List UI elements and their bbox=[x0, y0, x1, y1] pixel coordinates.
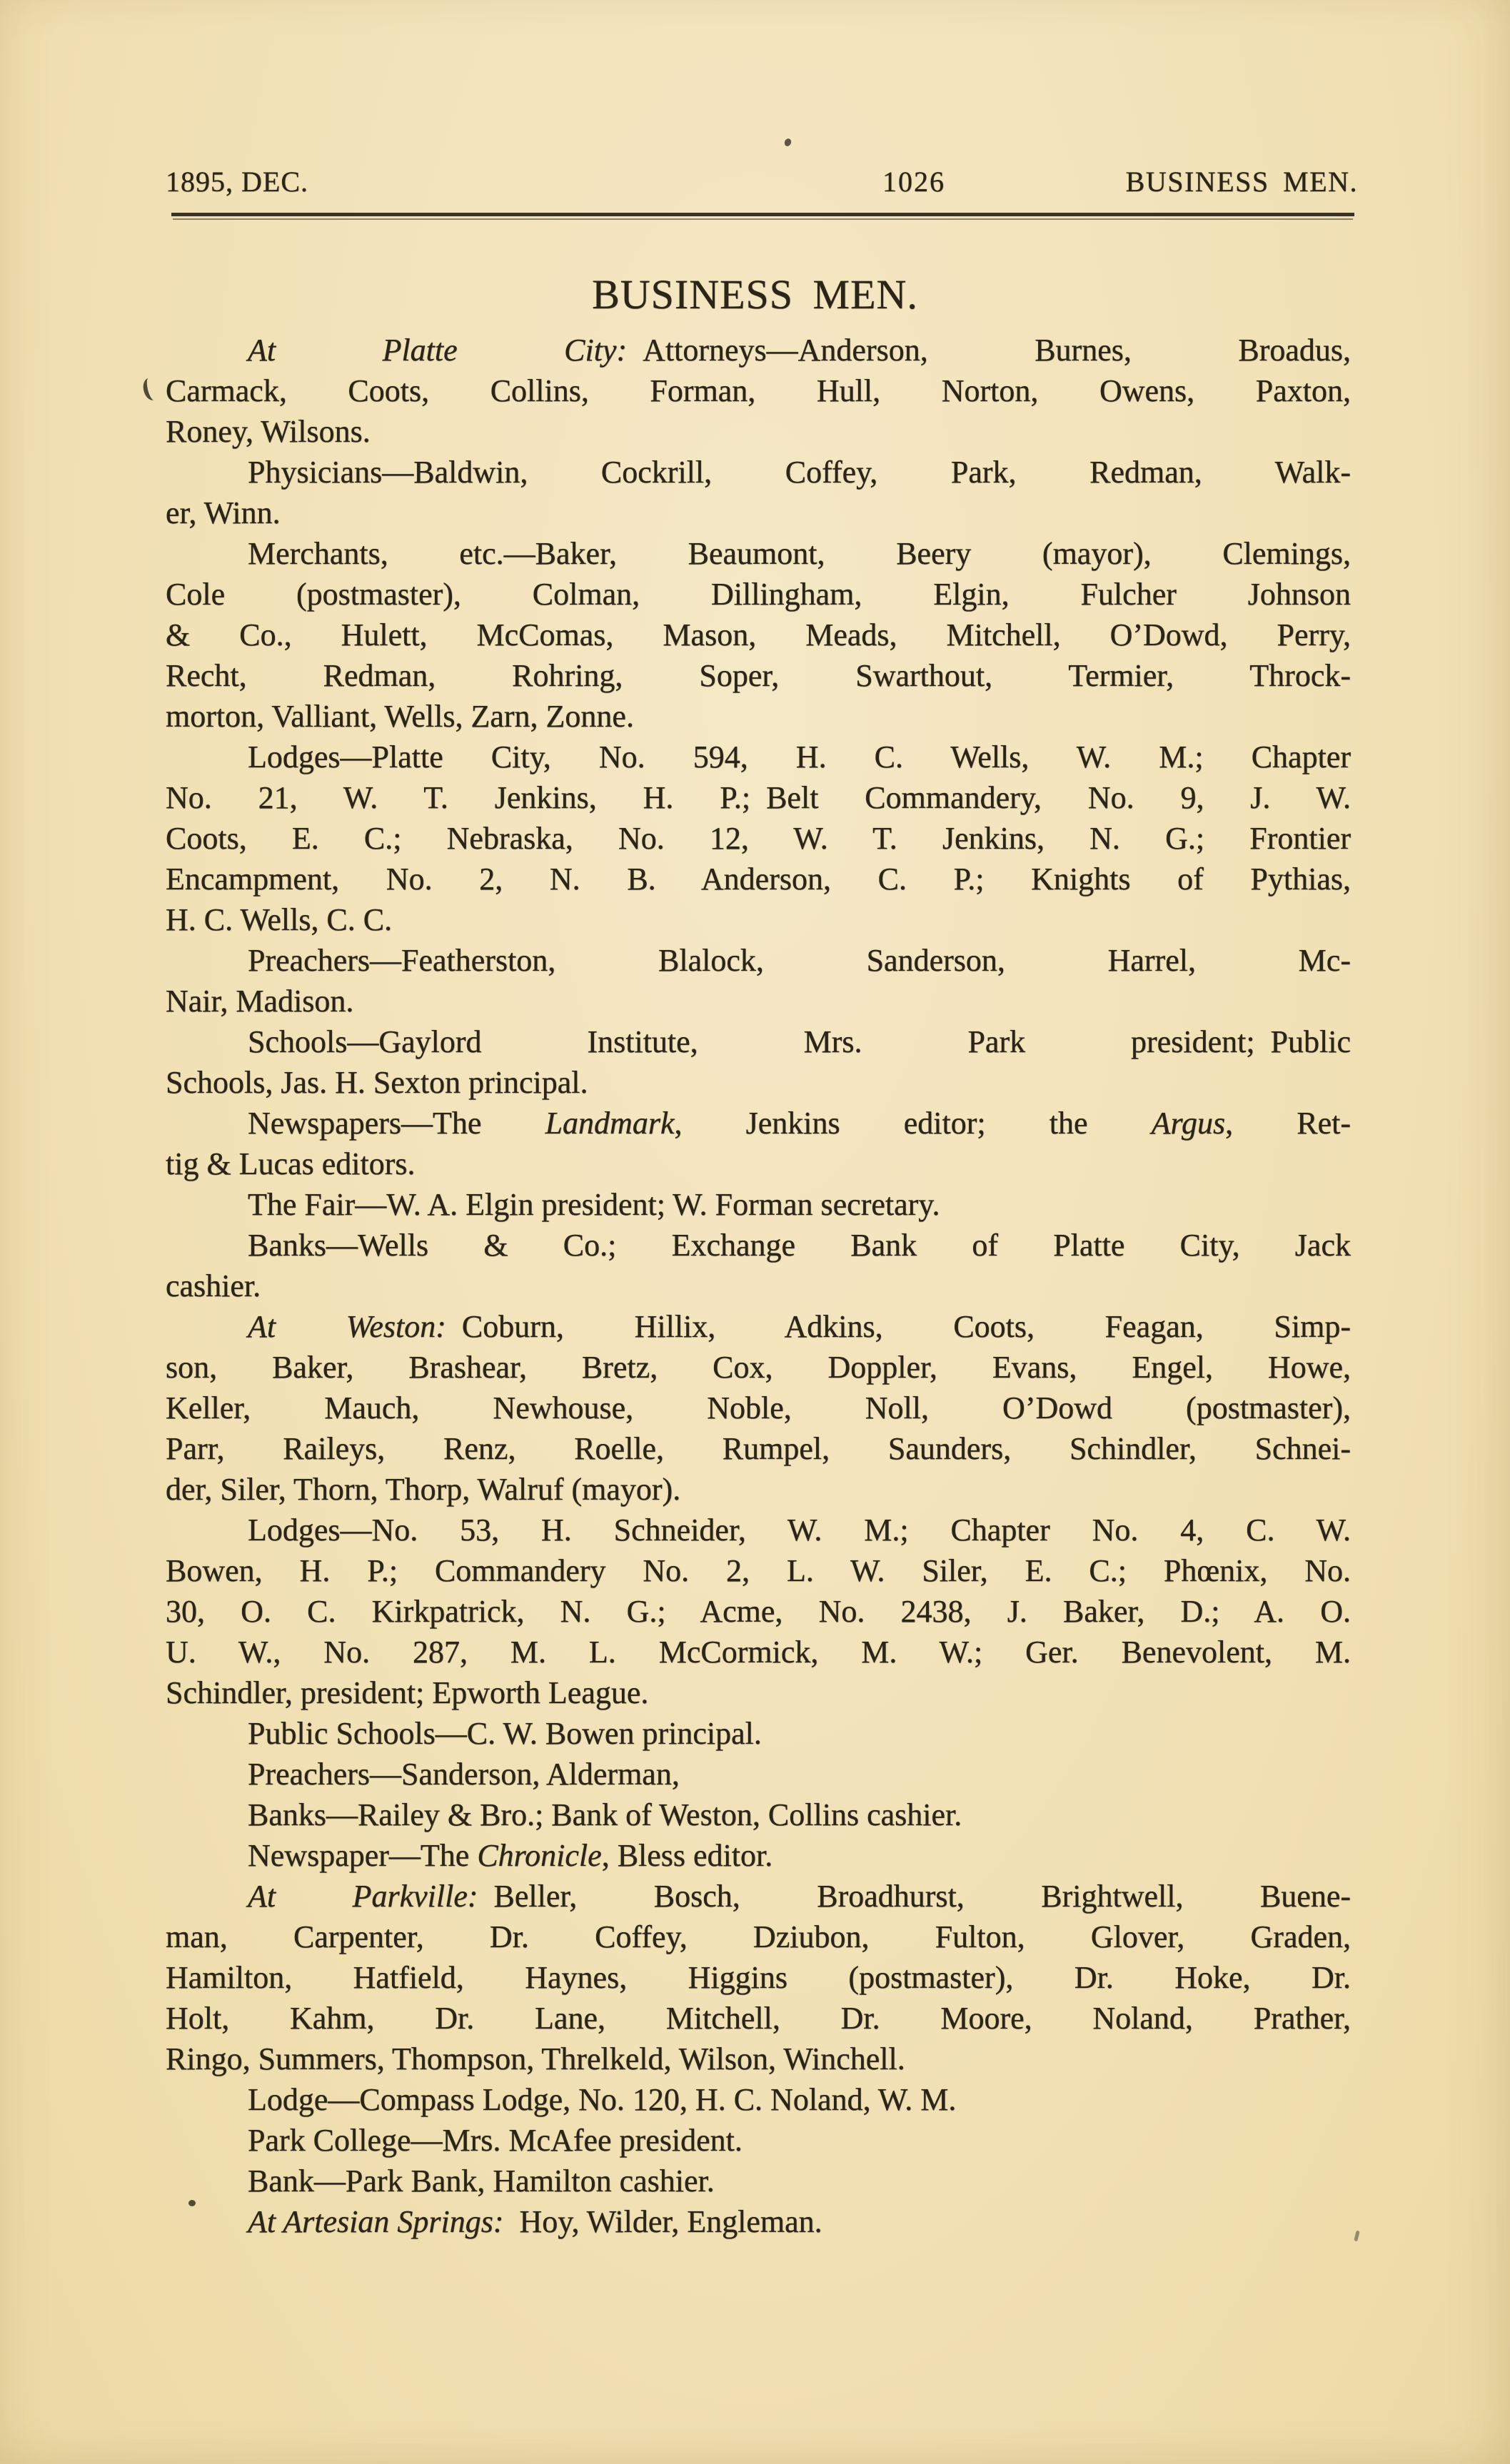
header-date: 1895, DEC. bbox=[166, 166, 308, 198]
text-segment: Bank—Park Bank, Hamilton cashier. bbox=[248, 2163, 715, 2198]
text-line bbox=[166, 1794, 1351, 1835]
italic-text: Landmark bbox=[545, 1106, 675, 1141]
paragraph bbox=[166, 2201, 1351, 2242]
text-segment: Physicians—Baldwin, Cockrill, Coffey, Park, Redman, Walk- bbox=[248, 455, 1351, 490]
text-line bbox=[166, 859, 1351, 899]
ink-speck bbox=[141, 376, 161, 402]
text-segment: U. W., No. 287, M. L. McCormick, M. W.; Ger. Benevolent, M. bbox=[166, 1635, 1351, 1670]
text-segment: Schindler, president; Epworth League. bbox=[166, 1675, 649, 1710]
ink-speck bbox=[188, 2200, 196, 2206]
text-segment: Holt, Kahm, Dr. Lane, Mitchell, Dr. Moore, Noland, Prather, bbox=[166, 2001, 1351, 2036]
text-segment: Lodge—Compass Lodge, No. 120, H. C. Noland, W. M. bbox=[248, 2082, 957, 2117]
paragraph bbox=[166, 2079, 1351, 2120]
text-line bbox=[166, 1835, 1351, 1876]
text-line bbox=[166, 1632, 1351, 1672]
paragraph bbox=[166, 1103, 1351, 1184]
ink-speck bbox=[1354, 2231, 1359, 2242]
text-line bbox=[166, 615, 1351, 655]
text-line bbox=[166, 737, 1351, 777]
text-segment: Schools—Gaylord Institute, Mrs. Park president; Public bbox=[248, 1024, 1351, 1059]
text-line bbox=[166, 1672, 1351, 1713]
text-segment: Ringo, Summers, Thompson, Threlkeld, Wilson, Winchell. bbox=[166, 2041, 905, 2076]
text-line bbox=[166, 940, 1351, 981]
text-line bbox=[166, 493, 1351, 533]
text-line bbox=[166, 981, 1351, 1021]
paragraph bbox=[166, 940, 1351, 1021]
text-segment: cashier. bbox=[166, 1268, 261, 1303]
text-segment: Parr, Raileys, Renz, Roelle, Rumpel, Saunders, Schindler, Schnei- bbox=[166, 1431, 1351, 1466]
text-line bbox=[166, 2201, 1351, 2242]
text-segment: 30, O. C. Kirkpatrick, N. G.; Acme, No. 2438, J. Baker, D.; A. O. bbox=[166, 1594, 1351, 1629]
text-line bbox=[166, 2079, 1351, 2120]
page-body bbox=[166, 330, 1351, 2242]
text-segment: Attorneys—Anderson, Burnes, Broadus, bbox=[627, 333, 1351, 368]
paragraph bbox=[166, 1306, 1351, 1510]
text-line bbox=[166, 899, 1351, 940]
paragraph bbox=[166, 737, 1351, 940]
header-rule bbox=[171, 213, 1354, 216]
text-segment: , Bless editor. bbox=[601, 1838, 773, 1873]
text-segment: Hoy, Wilder, Engleman. bbox=[503, 2204, 822, 2239]
text-line bbox=[166, 1184, 1351, 1225]
text-segment: er, Winn. bbox=[166, 495, 281, 530]
text-line bbox=[166, 1550, 1351, 1591]
text-line bbox=[166, 1876, 1351, 1917]
text-segment: Nair, Madison. bbox=[166, 984, 354, 1019]
text-line bbox=[166, 1388, 1351, 1428]
text-segment: Preachers—Featherston, Blalock, Sanderson, Harrel, Mc- bbox=[248, 943, 1351, 978]
text-segment: Coburn, Hillix, Adkins, Coots, Feagan, Simp- bbox=[446, 1309, 1351, 1344]
text-line bbox=[166, 696, 1351, 737]
text-line bbox=[166, 2039, 1351, 2079]
text-segment: H. C. Wells, C. C. bbox=[166, 902, 393, 937]
text-line bbox=[166, 1917, 1351, 1957]
header-page-number: 1026 bbox=[882, 166, 945, 198]
text-segment: Beller, Bosch, Broadhurst, Brightwell, Buene- bbox=[478, 1879, 1352, 1914]
text-segment: Newspapers—The bbox=[248, 1106, 545, 1141]
paragraph bbox=[166, 1835, 1351, 1876]
paragraph bbox=[166, 330, 1351, 452]
italic-text: Argus bbox=[1151, 1106, 1226, 1141]
text-segment: Banks—Railey & Bro.; Bank of Weston, Collins cashier. bbox=[248, 1797, 962, 1832]
paragraph bbox=[166, 1510, 1351, 1713]
text-line bbox=[166, 655, 1351, 696]
paragraph bbox=[166, 533, 1351, 737]
text-segment: morton, Valliant, Wells, Zarn, Zonne. bbox=[166, 699, 634, 734]
text-segment: Recht, Redman, Rohring, Soper, Swarthout, Termier, Throck- bbox=[166, 658, 1351, 693]
text-segment: Bowen, H. P.; Commandery No. 2, L. W. Siler, E. C.; Phœnix, No. bbox=[166, 1553, 1351, 1588]
text-line bbox=[166, 1713, 1351, 1754]
text-segment: Banks—Wells & Co.; Exchange Bank of Platte City, Jack bbox=[248, 1228, 1351, 1263]
text-segment: Schools, Jas. H. Sexton principal. bbox=[166, 1065, 588, 1100]
text-line bbox=[166, 1306, 1351, 1347]
text-segment: son, Baker, Brashear, Bretz, Cox, Doppler, Evans, Engel, Howe, bbox=[166, 1350, 1351, 1385]
text-line bbox=[166, 818, 1351, 859]
text-segment: Encampment, No. 2, N. B. Anderson, C. P.; Knights of Pythias, bbox=[166, 862, 1351, 897]
text-line bbox=[166, 1957, 1351, 1998]
italic-text: At Artesian Springs: bbox=[248, 2204, 504, 2239]
text-segment: der, Siler, Thorn, Thorp, Walruf (mayor). bbox=[166, 1472, 681, 1507]
italic-text: Chronicle bbox=[477, 1838, 602, 1873]
text-segment: Newspaper—The bbox=[248, 1838, 478, 1873]
text-line bbox=[166, 2120, 1351, 2161]
italic-text: At Weston: bbox=[248, 1309, 446, 1344]
text-line bbox=[166, 1998, 1351, 2039]
text-segment: Lodges—Platte City, No. 594, H. C. Wells, W. M.; Chapter bbox=[248, 739, 1351, 774]
text-line bbox=[166, 1143, 1351, 1184]
text-segment: tig & Lucas editors. bbox=[166, 1146, 416, 1181]
text-segment: Merchants, etc.—Baker, Beaumont, Beery (mayor), Clemings, bbox=[248, 536, 1351, 571]
paragraph bbox=[166, 1184, 1351, 1225]
text-segment: , Jenkins editor; the bbox=[674, 1106, 1152, 1141]
running-header bbox=[166, 164, 1358, 200]
text-line bbox=[166, 1754, 1351, 1794]
paragraph bbox=[166, 1794, 1351, 1835]
paragraph bbox=[166, 1021, 1351, 1103]
text-line bbox=[166, 1510, 1351, 1550]
paragraph bbox=[166, 1754, 1351, 1794]
text-segment: Roney, Wilsons. bbox=[166, 414, 371, 449]
text-segment: Hamilton, Hatfield, Haynes, Higgins (postmaster), Dr. Hoke, Dr. bbox=[166, 1960, 1351, 1995]
header-running-title: BUSINESS MEN. bbox=[1125, 166, 1358, 198]
text-line bbox=[166, 1347, 1351, 1388]
text-segment: Cole (postmaster), Colman, Dillingham, Elgin, Fulcher Johnson bbox=[166, 577, 1351, 612]
text-line bbox=[166, 1103, 1351, 1143]
text-line bbox=[166, 1428, 1351, 1469]
text-segment: Park College—Mrs. McAfee president. bbox=[248, 2123, 743, 2158]
paragraph bbox=[166, 1225, 1351, 1306]
text-line bbox=[166, 1062, 1351, 1103]
text-line bbox=[166, 330, 1351, 370]
paragraph bbox=[166, 1713, 1351, 1754]
text-segment: , Ret- bbox=[1225, 1106, 1351, 1141]
text-line bbox=[166, 1591, 1351, 1632]
text-line bbox=[166, 1225, 1351, 1266]
paragraph bbox=[166, 2161, 1351, 2201]
text-line bbox=[166, 1021, 1351, 1062]
text-segment: & Co., Hulett, McComas, Mason, Meads, Mitchell, O’Dowd, Perry, bbox=[166, 617, 1351, 652]
text-line bbox=[166, 533, 1351, 574]
text-segment: Lodges—No. 53, H. Schneider, W. M.; Chapter No. 4, C. W. bbox=[248, 1513, 1351, 1547]
text-segment: The Fair—W. A. Elgin president; W. Forman secretary. bbox=[248, 1187, 940, 1222]
text-line bbox=[166, 411, 1351, 452]
paragraph bbox=[166, 452, 1351, 533]
page-title: BUSINESS MEN. bbox=[592, 271, 918, 318]
text-segment: Coots, E. C.; Nebraska, No. 12, W. T. Jenkins, N. G.; Frontier bbox=[166, 821, 1351, 856]
paragraph bbox=[166, 1876, 1351, 2079]
text-line bbox=[166, 1469, 1351, 1510]
text-line bbox=[166, 1266, 1351, 1306]
text-line bbox=[166, 574, 1351, 615]
text-line bbox=[166, 777, 1351, 818]
text-segment: man, Carpenter, Dr. Coffey, Dziubon, Fulton, Glover, Graden, bbox=[166, 1919, 1351, 1954]
text-segment: Keller, Mauch, Newhouse, Noble, Noll, O’Dowd (postmaster), bbox=[166, 1390, 1351, 1425]
text-segment: Public Schools—C. W. Bowen principal. bbox=[248, 1716, 762, 1751]
text-line bbox=[166, 452, 1351, 493]
ink-speck bbox=[783, 138, 792, 148]
text-segment: Carmack, Coots, Collins, Forman, Hull, Norton, Owens, Paxton, bbox=[166, 373, 1351, 408]
paragraph bbox=[166, 2120, 1351, 2161]
italic-text: At Platte City: bbox=[248, 333, 628, 368]
text-line bbox=[166, 2161, 1351, 2201]
text-segment: Preachers—Sanderson, Alderman, bbox=[248, 1757, 680, 1792]
italic-text: At Parkville: bbox=[248, 1879, 478, 1914]
text-line bbox=[166, 370, 1351, 411]
text-segment: No. 21, W. T. Jenkins, H. P.; Belt Commandery, No. 9, J. W. bbox=[166, 780, 1351, 815]
